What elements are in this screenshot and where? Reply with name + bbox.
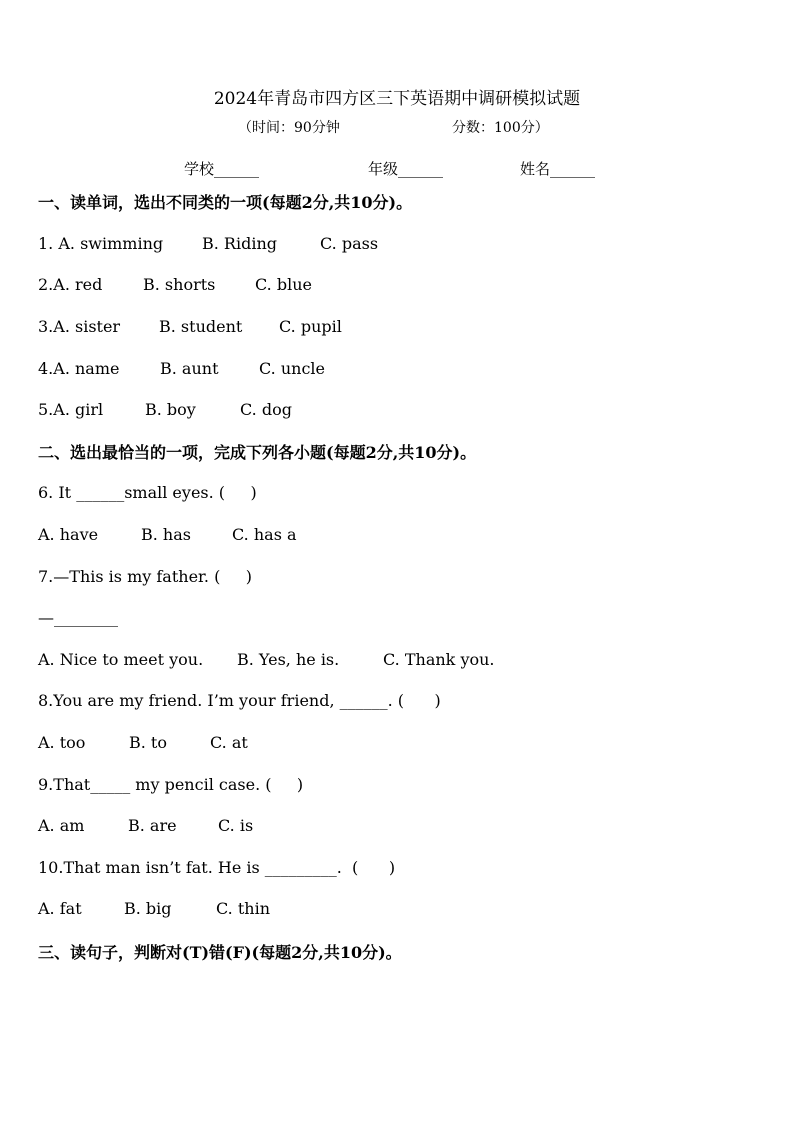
- q7-stem: 7.—This is my father. ( ): [38, 567, 253, 586]
- q5-option-c: C. dog: [240, 400, 292, 419]
- q3-option-c: C. pupil: [279, 317, 342, 336]
- q10-option-b: B. big: [124, 899, 172, 918]
- q9-stem: 9.That_____ my pencil case. ( ): [38, 775, 304, 794]
- exam-title: 2024年青岛市四方区三下英语期中调研模拟试题: [213, 89, 581, 109]
- name-field: 姓名______: [520, 160, 596, 178]
- section-2-heading: 二、选出最恰当的一项，完成下列各小题(每题2分,共10分)。: [38, 443, 477, 462]
- q6-option-c: C. has a: [232, 525, 297, 544]
- q4-option-b: B. aunt: [160, 359, 219, 378]
- q2-option-a: 2.A. red: [38, 275, 103, 294]
- q8-option-c: C. at: [210, 733, 248, 752]
- q9-option-c: C. is: [218, 816, 254, 835]
- q6-stem: 6. It ______small eyes. ( ): [38, 483, 257, 502]
- q9-option-a: A. am: [38, 816, 85, 835]
- q8-stem: 8.You are my friend. I’m your friend, ______. ( ): [38, 691, 441, 710]
- q10-option-c: C. thin: [216, 899, 270, 918]
- exam-time: （时间：90分钟: [238, 120, 340, 136]
- q6-option-b: B. has: [141, 525, 191, 544]
- q2-option-c: C. blue: [255, 275, 312, 294]
- q3-option-a: 3.A. sister: [38, 317, 121, 336]
- q8-option-b: B. to: [129, 733, 167, 752]
- q2-option-b: B. shorts: [143, 275, 216, 294]
- q4-option-a: 4.A. name: [38, 359, 120, 378]
- exam-score: 分数：100分）: [452, 120, 549, 136]
- q1-option-a: 1. A. swimming: [38, 234, 164, 253]
- q5-option-a: 5.A. girl: [38, 400, 104, 419]
- q10-stem: 10.That man isn’t fat. He is _________. ( ): [38, 858, 396, 877]
- q1-option-c: C. pass: [320, 234, 379, 253]
- q6-option-a: A. have: [38, 525, 99, 544]
- q7-option-c: C. Thank you.: [383, 650, 495, 669]
- section-3-heading: 三、读句子，判断对(T)错(F)(每题2分,共10分)。: [38, 943, 402, 962]
- q3-option-b: B. student: [159, 317, 243, 336]
- q9-option-b: B. are: [128, 816, 177, 835]
- school-field: 学校______: [184, 160, 260, 178]
- q10-option-a: A. fat: [38, 899, 82, 918]
- q8-option-a: A. too: [38, 733, 86, 752]
- grade-field: 年级______: [368, 160, 444, 178]
- section-1-heading: 一、读单词，选出不同类的一项(每题2分,共10分)。: [38, 193, 413, 212]
- q1-option-b: B. Riding: [202, 234, 277, 253]
- q4-option-c: C. uncle: [259, 359, 325, 378]
- q5-option-b: B. boy: [145, 400, 196, 419]
- q7-answer-blank: —________: [38, 608, 118, 627]
- q7-option-a: A. Nice to meet you.: [38, 650, 204, 669]
- q7-option-b: B. Yes, he is.: [237, 650, 340, 669]
